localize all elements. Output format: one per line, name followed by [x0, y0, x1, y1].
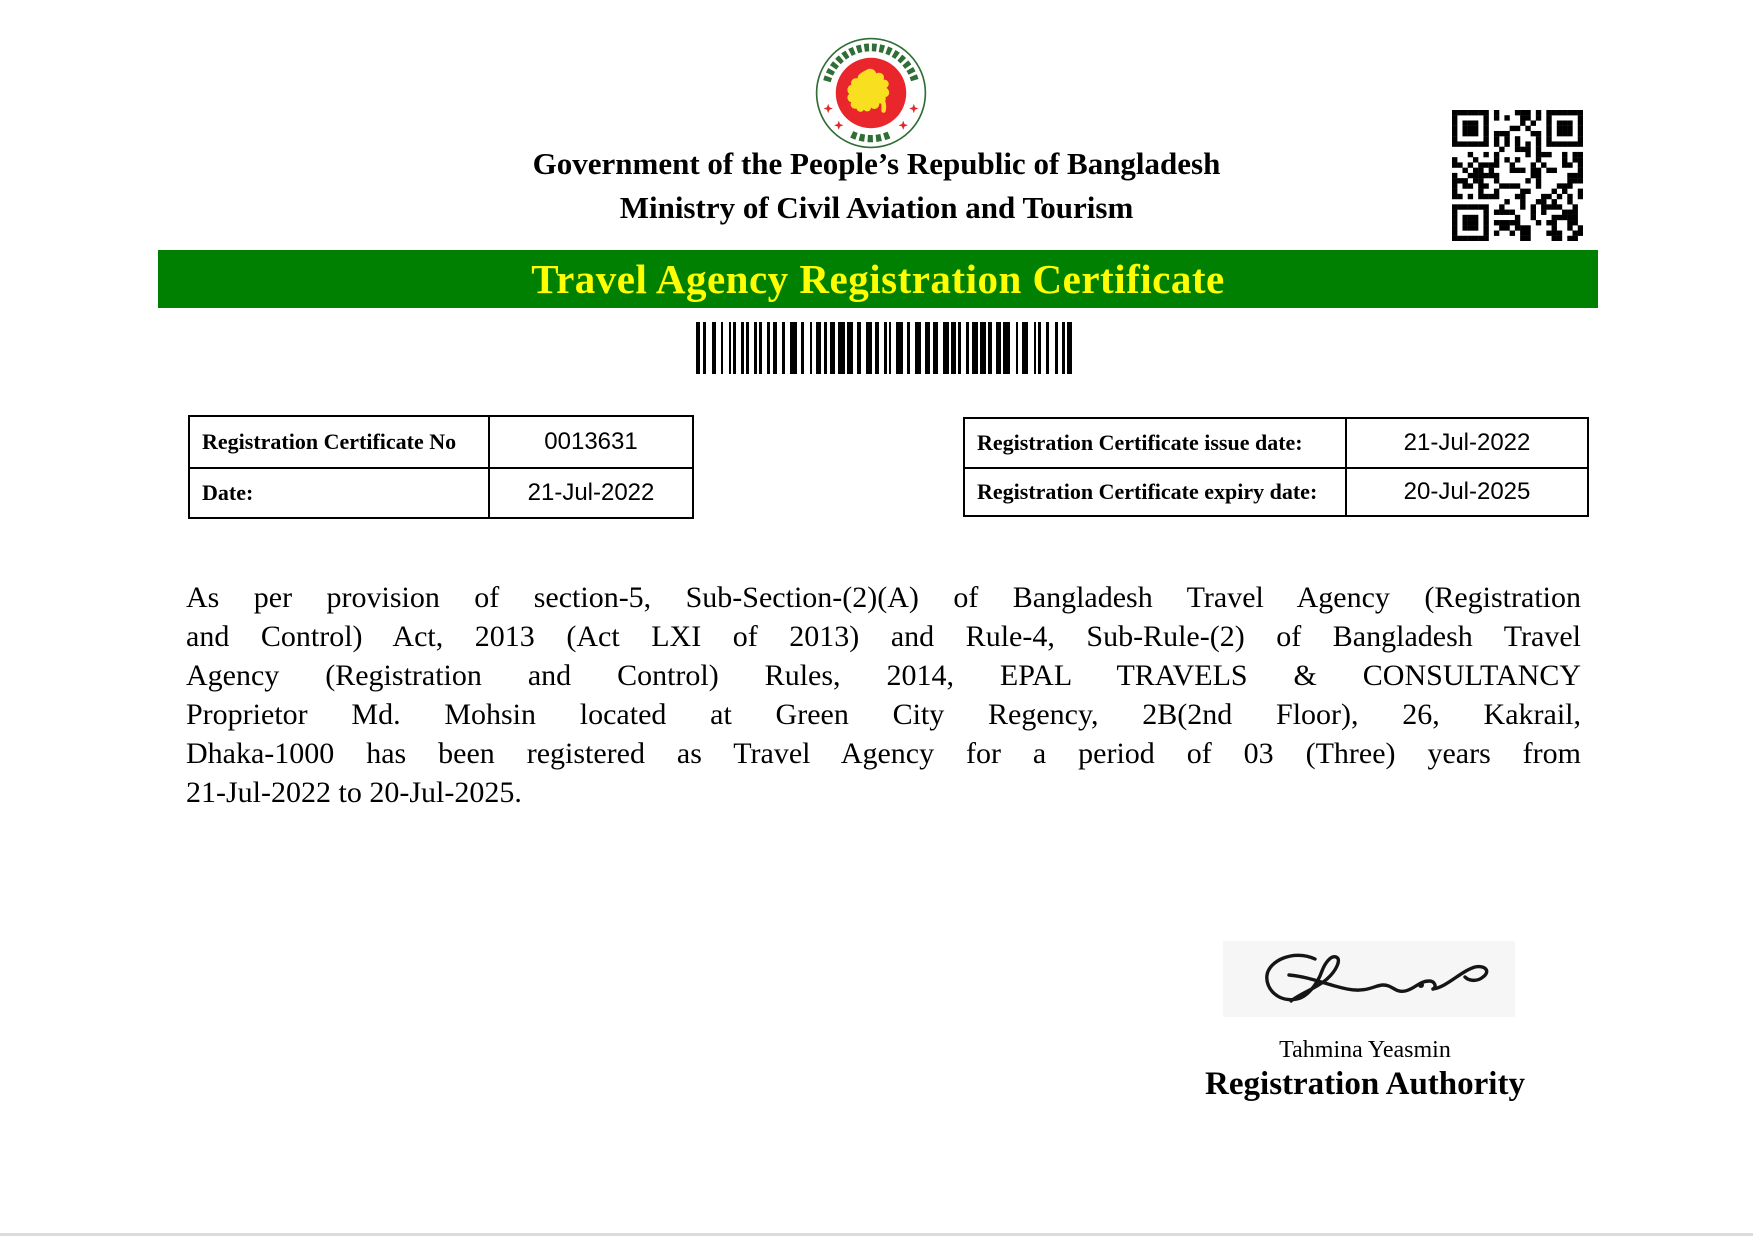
registration-number-table — [188, 415, 694, 519]
registration-no-label: Registration Certificate No — [190, 417, 490, 467]
bangladesh-government-emblem-icon — [814, 36, 928, 150]
page-bottom-divider — [0, 1233, 1753, 1236]
body-line: As per provision of section-5, Sub-Section-(2)(A) of Bangladesh Travel Agency (Registration — [186, 581, 1581, 614]
emblem-graphic — [814, 36, 928, 150]
body-line: and Control) Act, 2013 (Act LXI of 2013) and Rule-4, Sub-Rule-(2) of Bangladesh Travel — [186, 620, 1581, 653]
ministry-title: Ministry of Civil Aviation and Tourism — [619, 190, 1134, 225]
barcode-graphic — [696, 322, 1072, 374]
issue-date-label: Registration Certificate issue date: — [965, 419, 1347, 467]
date-label: Date: — [190, 467, 490, 517]
date-value: 21-Jul-2022 — [490, 467, 692, 517]
certificate-body-text — [186, 578, 1581, 812]
certificate-title: Travel Agency Registration Certificate — [531, 256, 1225, 302]
issue-date-value: 21-Jul-2022 — [1403, 429, 1531, 456]
body-line: Agency (Registration and Control) Rules, 2014, EPAL TRAVELS & CONSULTANCY — [186, 659, 1581, 692]
certificate-dates-table — [963, 417, 1589, 517]
signatory-name: Tahmina Yeasmin — [1279, 1037, 1451, 1063]
body-line: Proprietor Md. Mohsin located at Green City Regency, 2B(2nd Floor), 26, Kakrail, — [186, 698, 1581, 731]
barcode — [696, 322, 1072, 374]
qr-code — [1452, 110, 1583, 241]
body-line: Dhaka-1000 has been registered as Travel Agency for a period of 03 (Three) years from — [186, 737, 1581, 770]
expiry-date-label: Registration Certificate expiry date: — [965, 467, 1347, 515]
signature-image — [1223, 941, 1515, 1017]
signature-scribble — [1223, 941, 1515, 1017]
registration-no-value: 0013631 — [544, 428, 638, 455]
body-line: 21-Jul-2022 to 20-Jul-2025. — [186, 776, 522, 809]
certificate-title-banner — [158, 250, 1598, 308]
expiry-date-value: 20-Jul-2025 — [1347, 467, 1587, 515]
signatory-title: Registration Authority — [1205, 1066, 1525, 1102]
government-title: Government of the People’s Republic of Bangladesh — [532, 146, 1221, 181]
qr-code-graphic — [1452, 110, 1583, 241]
